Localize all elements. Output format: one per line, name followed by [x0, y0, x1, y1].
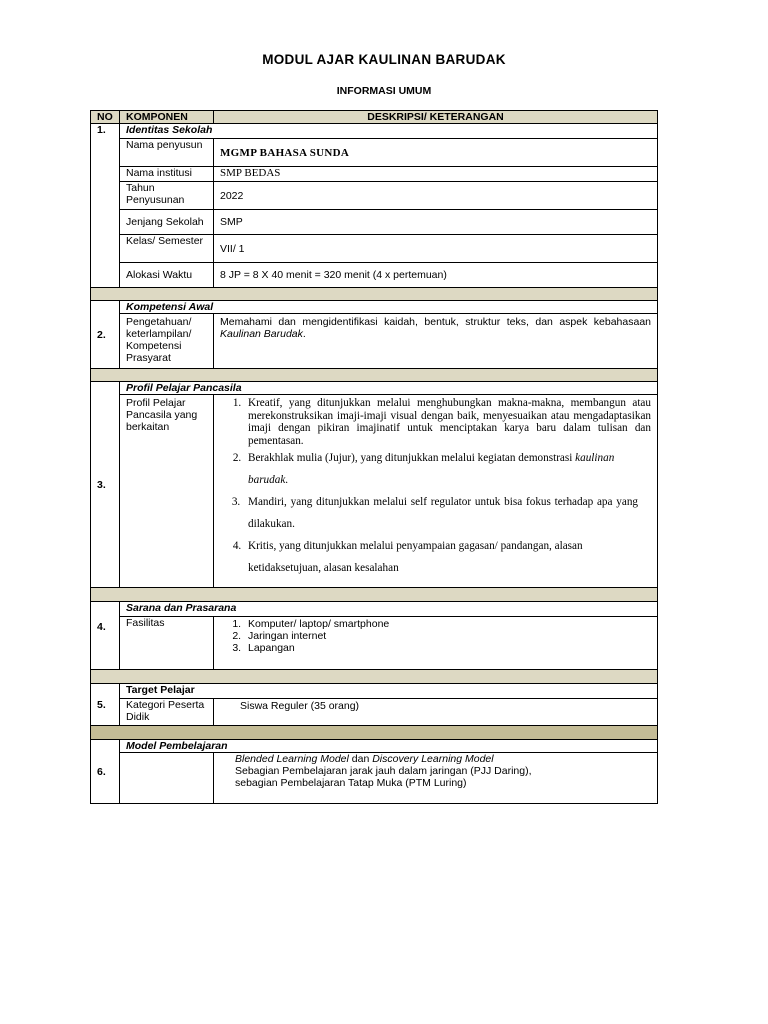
- list-item: 3. Lapangan: [244, 642, 651, 654]
- row-label: Tahun Penyusunan: [120, 182, 214, 210]
- header-komponen: KOMPONEN: [120, 111, 214, 124]
- section-1-title-row: [91, 124, 658, 139]
- table-row: [91, 753, 658, 804]
- section-number: 3.: [91, 382, 120, 588]
- row-label: Profil Pelajar Pancasila yang berkaitan: [120, 395, 214, 588]
- document-title: MODUL AJAR KAULINAN BARUDAK: [262, 52, 506, 67]
- emphasis-text: Kaulinan Barudak: [220, 328, 303, 340]
- section-title: Profil Pelajar Pancasila: [120, 382, 658, 395]
- list-item: 1. Komputer/ laptop/ smartphone: [244, 618, 651, 630]
- section-2-title-row: [91, 301, 658, 314]
- section-3-title-row: [91, 382, 658, 395]
- section-number: 2.: [91, 301, 120, 369]
- table-row: [91, 263, 658, 288]
- list-item: 3. Mandiri, yang ditunjukkan melalui self regulator untuk bisa fokus terhadap apa yang dilakukan.: [244, 491, 651, 535]
- list-item: 1. Kreatif, yang ditunjukkan melalui menghubungkan makna-makna, membangun atau merekonstruksikan imaji-imaji visual dengan baik, menyesuaikan atau mengadaptasikan imaji dengan pikiran imajinatif untuk menciptakan karya baru dalam tulisan dan pementasan.: [244, 397, 651, 447]
- table-row: [91, 235, 658, 263]
- row-value: SMP BEDAS: [214, 167, 658, 182]
- section-number: 5.: [91, 684, 120, 726]
- row-value: [214, 753, 658, 804]
- table-row: [91, 210, 658, 235]
- separator-row: [91, 588, 658, 602]
- separator-row: [91, 670, 658, 684]
- row-label: Fasilitas: [120, 617, 214, 670]
- section-title: Identitas Sekolah: [120, 124, 658, 139]
- list-item: 2. Jaringan internet: [244, 630, 651, 642]
- section-subtitle: INFORMASI UMUM: [336, 85, 432, 97]
- section-title: Kompetensi Awal: [120, 301, 658, 314]
- section-number: 6.: [91, 740, 120, 804]
- table-row: [91, 182, 658, 210]
- row-label: Alokasi Waktu: [120, 263, 214, 288]
- row-value: Siswa Reguler (35 orang): [214, 699, 658, 726]
- list-item: 4. Kritis, yang ditunjukkan melalui penyampaian gagasan/ pandangan, alasan ketidaksetujuan, alasan kesalahan: [244, 535, 651, 579]
- header-no: NO: [91, 111, 120, 124]
- table-row: [91, 139, 658, 167]
- separator-row: [91, 288, 658, 301]
- row-value: 2022: [214, 182, 658, 210]
- table-header-row: [91, 111, 658, 124]
- row-value: [214, 617, 658, 670]
- row-value: MGMP BAHASA SUNDA: [214, 139, 658, 167]
- section-title: Model Pembelajaran: [120, 740, 658, 753]
- sarana-title-row: [91, 602, 658, 617]
- row-value: 8 JP = 8 X 40 menit = 320 menit (4 x pertemuan): [214, 263, 658, 288]
- row-label: Nama institusi: [120, 167, 214, 182]
- table-row: [91, 699, 658, 726]
- table-row: [91, 167, 658, 182]
- row-value: [214, 395, 658, 588]
- separator-row: [91, 369, 658, 382]
- header-deskripsi: DESKRIPSI/ KETERANGAN: [214, 111, 658, 124]
- pancasila-list: [220, 397, 651, 579]
- section-number: 4.: [91, 602, 120, 670]
- facility-list: [220, 617, 651, 654]
- section-title: Target Pelajar: [120, 684, 658, 699]
- section-6-title-row: [91, 740, 658, 753]
- row-value: Memahami dan mengidentifikasi kaidah, bentuk, struktur teks, dan aspek kebahasaan Kaulinan Barudak.: [214, 314, 658, 369]
- table-row: [91, 395, 658, 588]
- section-title: Sarana dan Prasarana: [120, 602, 658, 617]
- info-table: [90, 110, 658, 804]
- row-label: Kategori Peserta Didik: [120, 699, 214, 726]
- row-label: [120, 753, 214, 804]
- model-line: sebagian Pembelajaran Tatap Muka (PTM Luring): [235, 777, 467, 789]
- row-label: Kelas/ Semester: [120, 235, 214, 263]
- section-5-title-row: [91, 684, 658, 699]
- row-value: SMP: [214, 210, 658, 235]
- table-row: [91, 314, 658, 369]
- list-item: 2. Berakhlak mulia (Jujur), yang ditunjukkan melalui kegiatan demonstrasi kaulinan barudak.: [244, 447, 651, 491]
- model-line: Blended Learning Model dan Discovery Learning Model: [235, 753, 494, 765]
- section-number: 1.: [91, 124, 120, 288]
- emphasis-text: kaulinan barudak: [248, 452, 615, 486]
- row-label: Jenjang Sekolah: [120, 210, 214, 235]
- table-row: [91, 617, 658, 670]
- model-line: Sebagian Pembelajaran jarak jauh dalam jaringan (PJJ Daring),: [235, 765, 532, 777]
- separator-row: [91, 726, 658, 740]
- row-label: Pengetahuan/ keterlampilan/ Kompetensi Prasyarat: [120, 314, 214, 369]
- row-label: Nama penyusun: [120, 139, 214, 167]
- row-value: VII/ 1: [214, 235, 658, 263]
